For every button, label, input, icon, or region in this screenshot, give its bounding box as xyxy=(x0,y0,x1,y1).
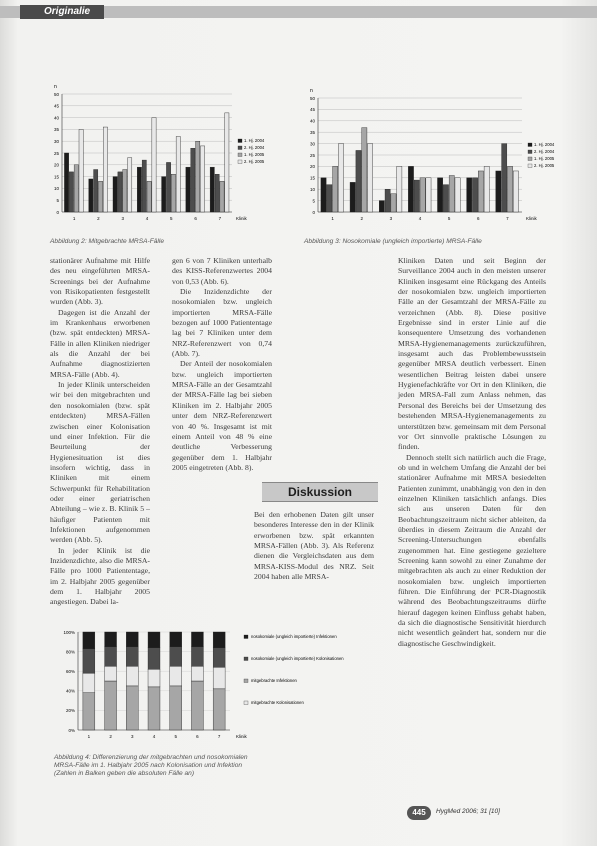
stacked-bar-segment xyxy=(213,667,225,689)
legend-swatch xyxy=(238,146,242,150)
stacked-bar-segment xyxy=(191,647,203,667)
x-tick-label: 3 xyxy=(131,734,134,739)
paragraph: Die Inzidenzdichte der nosokomialen bzw. ungleich importierten MRSA-Fälle bezogen auf 1000 Patiententage lag bei 7 Kliniken unter dem NRZ-Referenzwert von 0,74 (Abb. 7). xyxy=(172,287,272,359)
y-tick-label: 20% xyxy=(65,708,75,714)
text-column-left xyxy=(50,256,150,608)
page-number: 445 xyxy=(407,806,431,820)
bar xyxy=(152,118,156,212)
bar xyxy=(507,166,512,212)
bar xyxy=(215,174,219,212)
x-axis-label: Klinik xyxy=(526,216,537,221)
stacked-bar-segment xyxy=(191,681,203,730)
stacked-bar-segment xyxy=(213,689,225,730)
paragraph: gen 6 von 7 Kliniken unterhalb des KISS-Referenzwertes 2004 von 0,53 (Abb. 6). xyxy=(172,256,272,286)
y-tick-label: 30 xyxy=(53,139,59,144)
legend-label: mitgebrachte Infektionen xyxy=(251,678,297,683)
legend-label: nosokomiale (ungleich importierte) Infektionen xyxy=(251,634,337,639)
figure-2-caption: Abbildung 2: Mitgebrachte MRSA-Fälle xyxy=(50,238,164,245)
bar xyxy=(103,127,107,212)
stacked-bar-segment xyxy=(105,632,117,647)
y-tick-label: 0 xyxy=(312,209,315,215)
x-tick-label: 7 xyxy=(218,216,222,221)
bar xyxy=(333,166,338,212)
bar xyxy=(437,178,442,212)
bar xyxy=(368,144,373,212)
bar xyxy=(137,167,141,212)
bar xyxy=(362,128,367,212)
bar xyxy=(89,179,93,212)
bar xyxy=(327,185,332,212)
y-tick-label: 25 xyxy=(53,150,59,156)
stacked-bar-segment xyxy=(170,632,182,647)
bar xyxy=(74,165,78,212)
bar xyxy=(408,166,413,212)
bar xyxy=(79,129,83,212)
bar xyxy=(176,136,180,212)
paragraph: Dennoch stellt sich natürlich auch die Frage, ob und in welchem Umfang die Anzahl der bei stationärer Aufnahme mit MRSA besiedelten Patienten zunimmt, unabhängig von den in den einzelnen Kliniken tatsächlich anfangs. Dies sich aus unseren Daten für den Beobachtungszeitraum nicht sicher ableiten, da überdies in diesem Zeitraum die Anzahl der Screening-Untersuchungen ebenfalls zugenommen hat. Eine gestiegene gezieltere Screening kann sowohl zu einer Zunahme der mitgebrachten als auch zu einer Reduktion der nosokomialen bzw. ungleich importierten führen. Die Einführung der PCR-Diagnostik während des Beobachtungszeitraums dürfte hierauf dagegen keinen Einfluss gehabt haben, da sich die diagnostische Sensitivität hierdurch nicht wesentlich geändert hat, sondern nur die diagnostische Geschwindigkeit. xyxy=(398,452,546,648)
stacked-bar-segment xyxy=(126,686,138,730)
legend-label: 1. Hj. 2004 xyxy=(534,142,555,147)
bar xyxy=(467,178,472,212)
bar xyxy=(391,194,396,212)
bar xyxy=(513,171,518,212)
stacked-bar-segment xyxy=(213,648,225,668)
figure-2-chart xyxy=(48,82,274,232)
y-tick-label: 80% xyxy=(65,649,75,655)
stacked-bar-segment xyxy=(105,681,117,730)
y-tick-label: 50 xyxy=(309,95,315,101)
legend-swatch xyxy=(244,657,248,661)
legend-label: 2. Hj. 2004 xyxy=(244,145,265,150)
stacked-bar-segment xyxy=(170,666,182,686)
x-tick-label: 2 xyxy=(360,216,363,221)
stacked-bar-segment xyxy=(83,693,95,730)
figure-3-caption: Abbildung 3: Nosokomiale (ungleich importierte) MRSA-Fälle xyxy=(304,238,482,245)
bar xyxy=(472,178,477,212)
y-tick-label: 15 xyxy=(309,175,315,181)
bar xyxy=(191,148,195,212)
bar xyxy=(113,177,117,212)
paragraph: In jeder Klinik unterscheiden wir bei den mitgebrachten und den nosokomialen (bzw. spät entdeckten) MRSA-Fällen zwischen einer Kolonisation und einer Infektion. Für die Beurteilung der Hygienesituation ist dies insofern wichtig, dass in Kliniken mit einem Schwerpunkt für Rehabilitation oder einer geriatrischen Abteilung – wie z. B. Klinik 5 – häufiger Patienten mit Infektionen aufgenommen werden (Abb. 5). xyxy=(50,380,150,545)
paragraph: Kliniken Daten und seit Beginn der Surveillance 2004 auch in den meisten unserer Kliniken insgesamt eine Rückgang des Anteils der nosokomialen bzw. ungleich importierten Fälle an der Gesamtzahl der MRSA-Fälle zu verzeichnen (Abb. 8). Diese positive Ergebnisse sind in erster Linie auf die konsequentere Umsetzung des vorhandenen MRSA-Hygienemanagements zurückzuführen, insgesamt auch das Problembewusstsein gegenüber MRSA deutlich verbessert. Einen wesentlichen Beitrag leisten dabei unsere Hygienefachkräfte vor Ort in den Kliniken, die jeden MRSA-Fall zum Anlass nehmen, das Personal des Bereichs bei der Umsetzung des bestehenden MRSA-Hygienemanagements zu unterstützen bzw. gemeinsam mit dem Personal vor Ort sinnvolle praktische Lösungen zu finden. xyxy=(398,256,546,452)
x-tick-label: 6 xyxy=(477,216,480,221)
stacked-bar-segment xyxy=(148,687,160,730)
stacked-bar-segment xyxy=(83,649,95,674)
text-column-middle-lower xyxy=(254,510,374,582)
x-tick-label: 1 xyxy=(72,216,76,221)
y-tick-label: 0 xyxy=(56,209,59,215)
section-label: Originalie xyxy=(20,5,104,19)
x-tick-label: 4 xyxy=(418,216,422,221)
y-tick-label: 35 xyxy=(53,127,59,133)
y-tick-label: 45 xyxy=(309,107,315,113)
legend-label: nosokomiale (ungleich importierte) Kolonisationen xyxy=(251,656,344,661)
figure-4-chart xyxy=(54,626,364,742)
bar xyxy=(484,166,489,212)
y-tick-label: 5 xyxy=(312,198,315,204)
x-tick-label: 4 xyxy=(145,216,149,221)
bar xyxy=(356,150,361,212)
x-tick-label: 2 xyxy=(97,216,100,221)
bar xyxy=(171,174,175,212)
bar xyxy=(379,201,384,212)
x-tick-label: 6 xyxy=(196,734,199,739)
bar xyxy=(350,182,355,212)
bar xyxy=(220,181,224,212)
stacked-bar-segment xyxy=(105,647,117,667)
stacked-bar-segment xyxy=(83,673,95,693)
x-tick-label: 7 xyxy=(217,734,221,739)
stacked-bar-segment xyxy=(148,669,160,687)
y-axis-unit: n xyxy=(54,84,57,90)
y-tick-label: 5 xyxy=(56,198,59,203)
paragraph: Dagegen ist die Anzahl der im Krankenhaus erworbenen (bzw. spät entdeckten) MRSA-Fälle in allen Kliniken niedriger als die Anzahl der bei Aufnahme diagnostizierten MRSA-Fälle (Abb. 4). xyxy=(50,307,150,379)
bar xyxy=(142,160,146,212)
stacked-bar-segment xyxy=(170,647,182,667)
stacked-bar-segment xyxy=(148,648,160,670)
legend-swatch xyxy=(528,143,532,147)
y-tick-label: 40% xyxy=(65,688,75,694)
bar xyxy=(385,189,390,212)
bar xyxy=(166,162,170,212)
x-tick-label: 2 xyxy=(109,734,112,739)
bar xyxy=(69,172,73,212)
x-tick-label: 1 xyxy=(331,216,334,221)
y-axis-unit: n xyxy=(310,88,313,94)
x-tick-label: 3 xyxy=(389,216,393,221)
legend-label: mitgebrachte Kolonisationen xyxy=(251,700,304,705)
x-tick-label: 5 xyxy=(447,216,451,221)
y-tick-label: 15 xyxy=(53,174,59,180)
legend-swatch xyxy=(528,150,532,154)
x-axis-label: Klinik xyxy=(236,734,247,739)
x-axis-label: Klinik xyxy=(236,216,247,221)
bar xyxy=(118,172,122,212)
y-tick-label: 50 xyxy=(53,91,59,97)
section-heading-diskussion: Diskussion xyxy=(262,482,378,502)
legend-swatch xyxy=(238,139,242,143)
legend-label: 1. Hj. 2005 xyxy=(244,152,265,157)
stacked-bar-segment xyxy=(126,647,138,667)
bar xyxy=(443,185,448,212)
bar xyxy=(455,178,460,212)
bar xyxy=(225,113,229,212)
legend-label: 2. Hj. 2005 xyxy=(244,159,265,164)
stacked-bar-segment xyxy=(213,632,225,648)
x-tick-label: 6 xyxy=(194,216,197,221)
legend-label: 2. Hj. 2005 xyxy=(534,163,555,168)
figure-4-caption: Abbildung 4: Differenzierung der mitgebrachten und nosokomialen MRSA-Fälle im 1. Halbjahr 2005 nach Kolonisation und Infektion (Zahlen in Balken geben die absoluten Fälle an) xyxy=(54,754,248,777)
bar xyxy=(420,178,425,212)
bar xyxy=(94,170,98,212)
y-tick-label: 20 xyxy=(53,162,59,168)
y-tick-label: 0% xyxy=(68,727,75,733)
stacked-bar-segment xyxy=(105,666,117,681)
y-tick-label: 35 xyxy=(309,130,315,135)
legend-swatch xyxy=(528,157,532,161)
bar xyxy=(321,178,326,212)
stacked-bar-segment xyxy=(126,632,138,647)
journal-citation: HygMed 2006; 31 [10] xyxy=(436,808,500,815)
stacked-bar-segment xyxy=(148,632,160,648)
legend-swatch xyxy=(244,679,248,683)
bar xyxy=(196,141,200,212)
y-tick-label: 10 xyxy=(53,186,59,192)
stacked-bar-segment xyxy=(170,686,182,730)
legend-swatch xyxy=(238,160,242,164)
legend-swatch xyxy=(244,701,248,705)
bar xyxy=(426,178,431,212)
stacked-bar-segment xyxy=(191,666,203,681)
legend-swatch xyxy=(244,635,248,639)
bar xyxy=(123,170,127,212)
bar xyxy=(502,144,507,212)
bar xyxy=(147,181,151,212)
x-tick-label: 3 xyxy=(121,216,124,221)
paragraph: Bei den erhobenen Daten gilt unser besonderes Interesse den in der Klinik erworbenen bzw. spät erkannten MRSA-Fällen (Abb. 3). Als Referenz dienen die Vergleichsdaten aus dem MRSA-KISS-Modul des NRZ. Seit 2004 haben alle MRSA- xyxy=(254,510,374,582)
legend-label: 1. Hj. 2004 xyxy=(244,138,265,143)
x-tick-label: 5 xyxy=(174,734,177,739)
x-tick-label: 1 xyxy=(87,734,91,739)
bar xyxy=(64,153,68,212)
y-tick-label: 20 xyxy=(309,164,315,170)
bar xyxy=(338,144,343,212)
y-tick-label: 40 xyxy=(309,118,315,124)
bar xyxy=(414,180,419,212)
bar xyxy=(186,167,190,212)
legend-label: 2. Hj. 2004 xyxy=(534,149,555,154)
bar xyxy=(210,167,214,212)
bar xyxy=(128,158,132,212)
bar xyxy=(98,181,102,212)
y-tick-label: 30 xyxy=(309,141,315,147)
text-column-right xyxy=(398,256,546,649)
bar xyxy=(496,171,501,212)
stacked-bar-segment xyxy=(191,632,203,647)
bar xyxy=(449,176,454,212)
y-tick-label: 25 xyxy=(309,152,315,158)
y-tick-label: 60% xyxy=(65,669,75,674)
x-tick-label: 4 xyxy=(152,734,156,739)
y-tick-label: 45 xyxy=(53,103,59,109)
paragraph: In jeder Klinik ist die Inzidenzdichte, also die MRSA-Fälle pro 1000 Patiententage, im 2. Halbjahr 2005 gegenüber dem 1. Halbjahr 2005 angestiegen. Dabei la- xyxy=(50,545,150,607)
legend-swatch xyxy=(528,164,532,168)
paragraph: Der Anteil der nosokomialen bzw. ungleich importierten MRSA-Fälle an der Gesamtzahl der MRSA-Fälle lag bei sieben Kliniken im 2. Halbjahr 2005 unter dem NRZ-Referenzwert von 40 %. Insgesamt ist mit einem Anteil von 48 % eine deutliche Verbesserung gegenüber dem 1. Halbjahr 2005 eingetreten (Abb. 8). xyxy=(172,359,272,472)
stacked-bar-segment xyxy=(83,632,95,649)
legend-swatch xyxy=(238,153,242,157)
legend-label: 1. Hj. 2005 xyxy=(534,156,555,161)
text-column-middle xyxy=(172,256,272,473)
y-tick-label: 10 xyxy=(309,187,315,192)
y-tick-label: 40 xyxy=(53,115,59,121)
y-tick-label: 100% xyxy=(63,629,75,635)
bar xyxy=(397,166,402,212)
figure-3-chart xyxy=(304,88,568,232)
x-tick-label: 7 xyxy=(506,216,509,221)
stacked-bar-segment xyxy=(126,666,138,686)
bar xyxy=(478,171,483,212)
bar xyxy=(162,177,166,212)
paragraph: stationärer Aufnahme mit Hilfe des neu eingeführten MRSA-Screenings bei der Aufnahme von Risikopatienten festgestellt wurden (Abb. 3). xyxy=(50,256,150,307)
x-tick-label: 5 xyxy=(170,216,173,221)
bar xyxy=(200,146,204,212)
